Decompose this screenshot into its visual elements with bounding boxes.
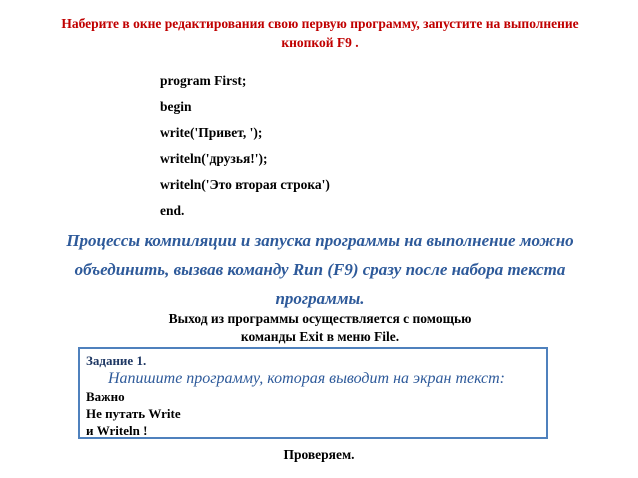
code-line: end. (160, 203, 185, 218)
task-description: Напишите программу, которая выводит на экран текст: (108, 370, 506, 387)
check-caption: Проверяем. (283, 447, 355, 462)
exit-note-line-2: команды Exit в меню File. (240, 329, 400, 344)
exit-note-line-1: Выход из программы осуществляется с помощью (168, 311, 472, 326)
code-line: program First; (160, 73, 247, 88)
task-output-line: Важно (86, 389, 125, 404)
task-output-line: Не путать Write (86, 406, 181, 421)
instruction-text (40, 14, 600, 52)
note-line-2: объединить, вызвав команду Run (F9) сразу после набора текста (74, 260, 566, 279)
instruction-line-2: кнопкой F9 . (281, 35, 359, 50)
compile-run-note (40, 226, 600, 313)
code-line: begin (160, 99, 192, 114)
code-listing (160, 68, 330, 224)
note-line-3: программы. (275, 289, 365, 308)
code-line: writeln('Это вторая строка') (160, 177, 330, 192)
task-output-line: и Writeln ! (86, 423, 148, 438)
task-title: Задание 1. (86, 353, 147, 368)
exit-note (60, 310, 580, 346)
code-line: writeln('друзья!'); (160, 151, 268, 166)
task-box (78, 347, 548, 439)
note-line-1: Процессы компиляции и запуска программы на выполнение можно (66, 231, 574, 250)
code-line: write('Привет, '); (160, 125, 263, 140)
instruction-line-1: Наберите в окне редактирования свою первую программу, запустите на выполнение (61, 16, 579, 31)
